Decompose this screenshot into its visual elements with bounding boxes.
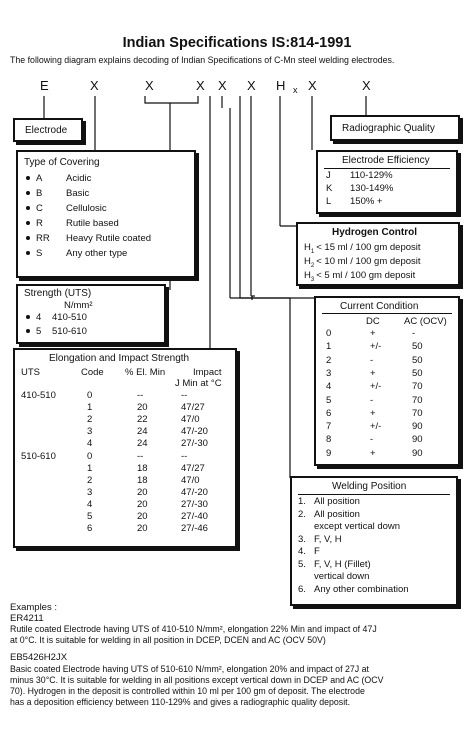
covering-item: RR Heavy Rutile coated [26,233,151,244]
elongation-cell: 6 [87,523,93,535]
code-letter-e: E [40,78,49,93]
elongation-cell: 27/-46 [181,523,208,535]
elongation-cell: 24 [137,438,148,450]
code-letter-sub-x: x [293,85,298,95]
current-cell: + [370,367,376,379]
welding-desc: All position [314,496,360,507]
welding-title: Welding Position [332,481,407,492]
welding-code: 4. [298,546,306,557]
covering-item: C Cellulosic [26,203,107,214]
current-cell: 70 [412,381,423,393]
covering-item: B Basic [26,188,89,199]
covering-item: S Any other type [26,248,127,259]
hydrogen-title: Hydrogen Control [332,227,417,238]
current-cell: 90 [412,434,423,446]
strength-title: Strength (UTS) [24,288,92,299]
current-cell: 2 [326,354,332,366]
electrode-box [13,118,83,142]
code-letter-x7: X [362,78,371,93]
strength-unit: N/mm² [64,300,93,311]
welding-desc: except vertical down [314,521,401,532]
efficiency-item: L 150% + [326,196,383,207]
elongation-cell: -- [181,390,188,401]
example2-line: 70). Hydrogen in the deposit is controlled within 10 ml per 100 gm of deposit. The electrode [10,686,365,696]
efficiency-item: J 110-129% [326,170,393,181]
current-col-ac: AC (OCV) [404,316,447,327]
elongation-cell: 18 [137,474,148,486]
elongation-cell: 2 [87,474,93,486]
current-cell: 9 [326,447,332,459]
elongation-cell: 47/27 [181,462,205,474]
welding-code: 6. [298,583,306,595]
current-cell: 90 [412,421,423,433]
welding-desc: All position [314,508,360,520]
example2-code: EB5426H2JX [10,652,68,663]
current-cell: 70 [412,407,423,419]
elongation-header-code: Code [81,367,104,378]
current-cell: 1 [326,341,332,353]
example2-line: Basic coated Electrode having UTS of 510-610 N/mm², elongation 20% and impact of 27J at [10,664,369,674]
elongation-cell: 0 [87,450,93,462]
covering-box [16,150,196,278]
current-title: Current Condition [340,301,419,312]
welding-code: 3. [298,533,306,545]
code-letter-x1: X [90,78,99,93]
elongation-cell: 18 [137,462,148,474]
elongation-cell: 3 [87,426,93,438]
page-title: Indian Specifications IS:814-1991 [122,35,352,51]
efficiency-item: K 130-149% [326,183,394,194]
elongation-cell: 47/-20 [181,426,208,438]
elongation-cell: -- [181,450,188,462]
welding-desc: F [314,546,320,557]
elongation-cell: 4 [87,438,93,450]
elongation-header-impact-sub: J Min at °C [175,378,222,389]
elongation-box [13,348,237,548]
welding-code: 5. [298,558,306,570]
current-cell: 8 [326,434,332,446]
hydrogen-item: $H_3 < 5$ ml / 100 gm deposit [304,270,416,283]
current-cell: - [370,354,374,366]
examples-heading: Examples : [10,602,57,613]
current-cell: 50 [412,341,423,353]
elongation-cell: 47/-20 [181,486,208,498]
covering-item: A Acidic [26,173,91,184]
strength-box [16,284,166,344]
elongation-cell: 5 [87,511,93,522]
elongation-cell: 2 [87,414,93,426]
current-cell: 4 [326,381,332,393]
example1-code: ER4211 [10,613,44,624]
elongation-cell: 20 [137,498,148,510]
elongation-cell: 20 [137,486,148,498]
code-letter-x3: X [196,78,205,93]
elongation-cell: 4 [87,498,93,510]
page-subtitle: The following diagram explains decoding of Indian Specifications of C-Mn steel welding electrodes. [10,55,395,65]
current-cell: + [370,328,376,339]
covering-title: Type of Covering [24,157,100,168]
elongation-cell: 27/-30 [181,498,208,510]
efficiency-box [316,150,458,214]
elongation-cell: 24 [137,426,148,438]
current-cell: 90 [412,447,423,459]
current-cell: - [370,394,374,406]
electrode-label: Electrode [25,125,68,136]
current-cell: + [370,407,376,419]
elongation-cell: 20 [137,511,148,522]
code-letter-x4: X [218,78,227,93]
welding-desc: vertical down [314,571,370,582]
welding-box [290,476,458,606]
welding-code: 2. [298,508,306,520]
elongation-title: Elongation and Impact Strength [49,353,190,364]
example1-line: Rutile coated Electrode having UTS of 410-510 N/mm², elongation 22% Min and impact of 47J [10,624,377,634]
efficiency-title: Electrode Efficiency [342,155,430,166]
hydrogen-box [296,222,460,286]
elongation-cell: 47/0 [181,474,200,486]
radiographic-box [330,115,460,141]
welding-desc: F, V, H (Fillet) [314,558,371,570]
current-cell: 70 [412,394,423,406]
elongation-cell: 1 [87,462,93,474]
elongation-cell: -- [137,450,144,462]
welding-desc: Any other combination [314,583,409,595]
current-cell: 6 [326,407,332,419]
current-cell: 5 [326,394,332,406]
current-cell: +/- [370,421,382,433]
code-letter-x6: X [308,78,317,93]
current-cell: 0 [326,328,332,339]
current-cell: 3 [326,367,332,379]
code-letter-h: H [276,78,286,93]
current-cell: - [412,328,416,339]
elongation-cell: 22 [137,414,148,426]
current-cell: 50 [412,354,423,366]
elongation-header-el: % El. Min [125,367,166,378]
current-cell: +/- [370,341,382,353]
code-letter-x5: X [247,78,256,93]
example1-line: at 0°C. It is suitable for welding in all position in DCEP, DCEN and AC (OCV 50V) [10,635,326,645]
elongation-cell: 47/27 [181,402,205,414]
covering-item: R Rutile based [26,218,119,229]
elongation-uts: 410-510 [21,390,56,401]
elongation-header-uts: UTS [21,367,40,378]
code-letter-x2: X [145,78,154,93]
current-cell: + [370,447,376,459]
elongation-cell: -- [137,390,144,401]
current-cell: 50 [412,367,423,379]
elongation-cell: 0 [87,390,93,401]
current-cell: - [370,434,374,446]
elongation-cell: 20 [137,402,148,414]
welding-code: 1. [298,496,306,507]
current-cell: 7 [326,421,332,433]
radiographic-label: Radiographic Quality [342,123,435,134]
elongation-header-impact: Impact [193,367,222,378]
current-box [314,296,460,466]
current-cell: +/- [370,381,382,393]
strength-item: 4 410-510 [26,312,87,323]
welding-desc: F, V, H [314,533,342,545]
example2-line: has a deposition efficiency between 110-129% and gives a radiographic quality deposit. [10,697,351,707]
strength-item: 5 510-610 [26,326,87,337]
elongation-cell: 27/-30 [181,438,208,450]
elongation-cell: 27/-40 [181,511,208,522]
current-col-dc: DC [366,316,380,327]
elongation-cell: 47/0 [181,414,200,426]
example2-line: minus 30°C. It is suitable for welding in all positions except vertical down in DCEP and AC (OCV [10,675,384,685]
elongation-cell: 1 [87,402,93,414]
elongation-uts: 510-610 [21,450,56,462]
elongation-cell: 20 [137,523,148,535]
hydrogen-item: $H_2 < 10$ ml / 100 gm deposit [304,256,421,269]
hydrogen-item: $H_1 < 15$ ml / 100 gm deposit [304,242,421,255]
elongation-cell: 3 [87,486,93,498]
